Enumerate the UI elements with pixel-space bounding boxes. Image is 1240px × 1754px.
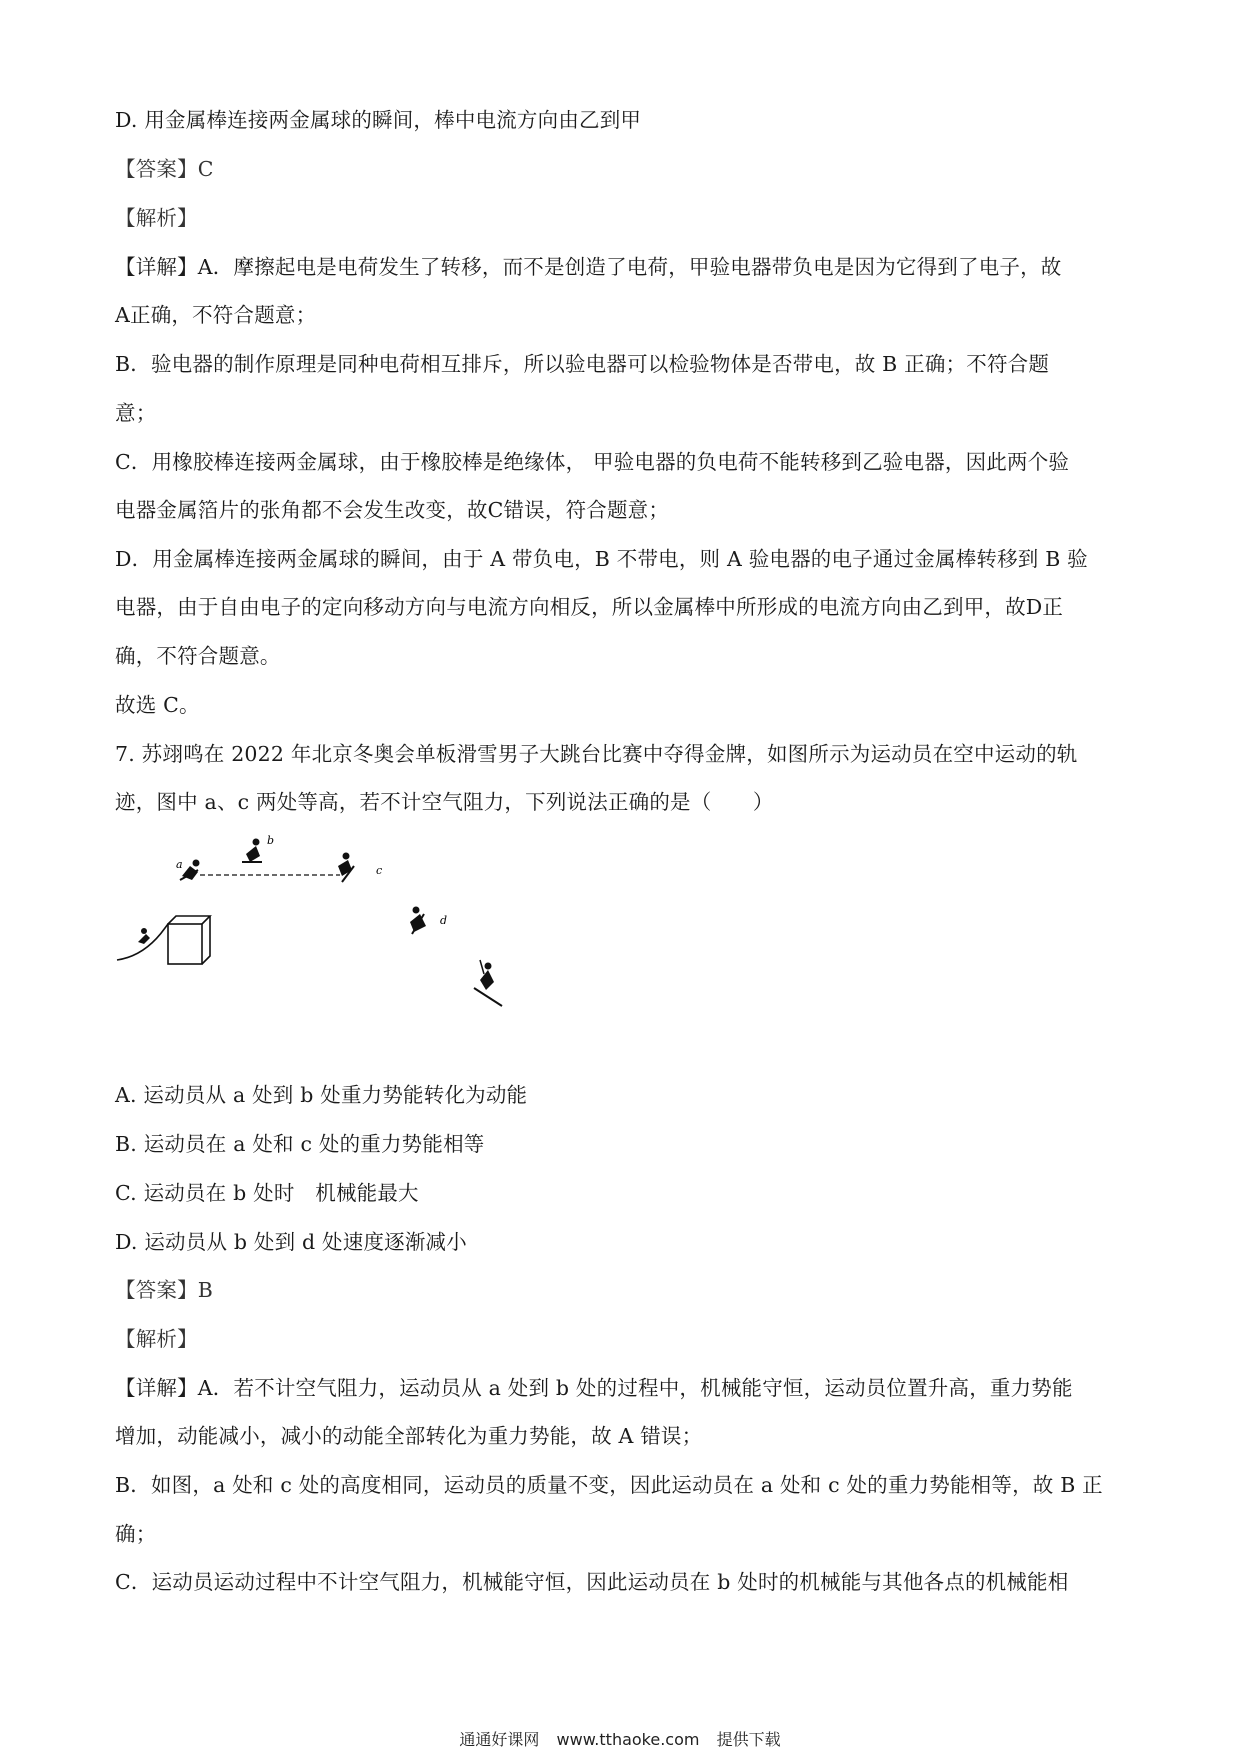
- question-7-line: 迹，图中 a、c 两处等高，若不计空气阻力，下列说法正确的是（ ）: [115, 790, 774, 814]
- detail-line: 【详解】A．摩擦起电是电荷发生了转移，而不是创造了电荷，甲验电器带负电是因为它得到了电子，故: [115, 255, 1062, 279]
- detail-line: B．验电器的制作原理是同种电荷相互排斥，所以验电器可以检验物体是否带电，故 B 正确；不符合题: [115, 352, 1050, 376]
- rider-c: [338, 853, 354, 883]
- ramp-diagram: [117, 916, 210, 964]
- analysis-label: 【解析】: [115, 1327, 198, 1351]
- label-b: b: [267, 834, 275, 847]
- label-c: c: [376, 864, 383, 877]
- option-a: A. 运动员从 a 处到 b 处重力势能转化为动能: [115, 1083, 528, 1107]
- trajectory-figure: [110, 830, 530, 1020]
- question-7-line: 7. 苏翊鸣在 2022 年北京冬奥会单板滑雪男子大跳台比赛中夺得金牌，如图所示为运动员在空中运动的轨: [115, 742, 1078, 766]
- label-d: d: [440, 914, 448, 927]
- detail-line: D．用金属棒连接两金属球的瞬间，由于 A 带负电，B 不带电，则 A 验电器的电子通过金属棒转移到 B 验: [115, 547, 1088, 571]
- conclusion-line: 故选 C。: [115, 693, 200, 717]
- label-a: a: [176, 858, 183, 871]
- analysis-label: 【解析】: [115, 206, 198, 230]
- page-footer: [0, 1727, 1240, 1750]
- rider-a: [180, 860, 200, 881]
- detail-line: 电器金属箔片的张角都不会发生改变，故C错误，符合题意；: [115, 498, 670, 522]
- footer-url[interactable]: www.tthaoke.com: [556, 1730, 700, 1749]
- detail-line: A正确，不符合题意；: [115, 303, 317, 327]
- option-c: C. 运动员在 b 处时 机械能最大: [115, 1181, 419, 1205]
- detail-line: 确；: [115, 1522, 157, 1546]
- rider-d: [410, 907, 426, 935]
- detail-line: 确，不符合题意。: [115, 644, 281, 668]
- detail-line: 【详解】A．若不计空气阻力，运动员从 a 处到 b 处的过程中，机械能守恒，运动员位置升高，重力势能: [115, 1376, 1073, 1400]
- detail-line: 意；: [115, 401, 157, 425]
- detail-line: 电器，由于自由电子的定向移动方向与电流方向相反，所以金属棒中所形成的电流方向由乙到甲，故D正: [115, 595, 1064, 619]
- option-d: D. 运动员从 b 处到 d 处速度逐渐减小: [115, 1230, 467, 1254]
- detail-line: B．如图，a 处和 c 处的高度相同，运动员的质量不变，因此运动员在 a 处和 c 处的重力势能相等，故 B 正: [115, 1473, 1103, 1497]
- rider-on-ramp: [138, 928, 150, 944]
- rider-b: [242, 839, 262, 863]
- option-d-prev: D. 用金属棒连接两金属球的瞬间，棒中电流方向由乙到甲: [115, 108, 642, 132]
- detail-line: 增加，动能减小，减小的动能全部转化为重力势能，故 A 错误；: [115, 1424, 703, 1448]
- footer-site: 通通好课网: [459, 1730, 540, 1749]
- rider-landing: [474, 960, 502, 1006]
- detail-line: C．用橡胶棒连接两金属球，由于橡胶棒是绝缘体， 甲验电器的负电荷不能转移到乙验电器，因此两个验: [115, 450, 1070, 474]
- answer-label: 【答案】C: [115, 157, 214, 181]
- detail-line: C．运动员运动过程中不计空气阻力，机械能守恒，因此运动员在 b 处时的机械能与其他各点的机械能相: [115, 1570, 1069, 1594]
- answer-label: 【答案】B: [115, 1278, 214, 1302]
- footer-note: 提供下载: [716, 1730, 781, 1749]
- option-b: B. 运动员在 a 处和 c 处的重力势能相等: [115, 1132, 485, 1156]
